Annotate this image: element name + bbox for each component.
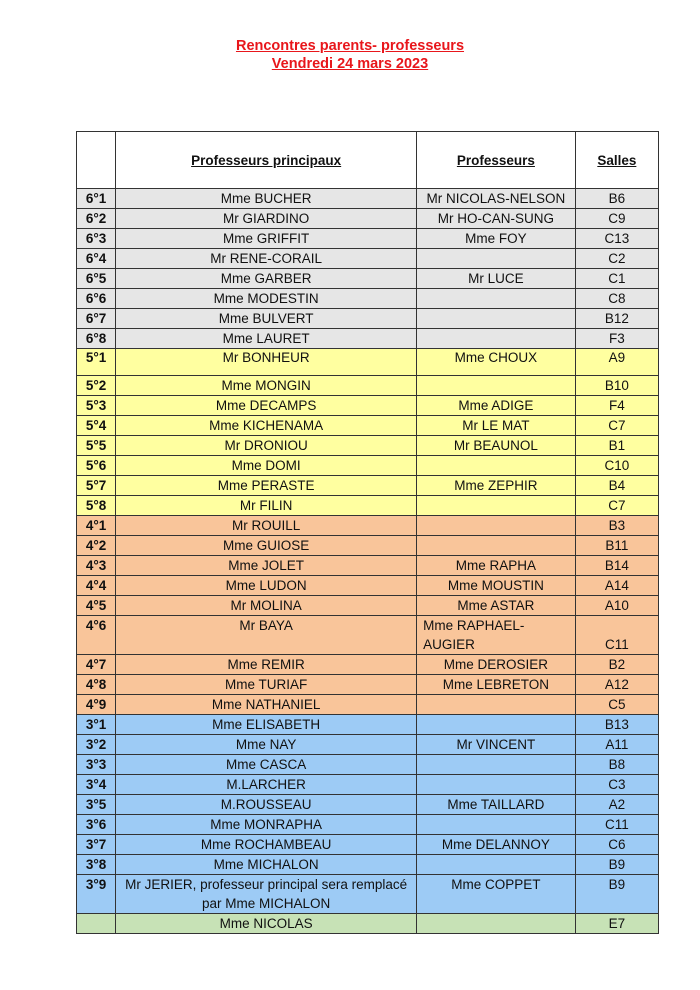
professeur-cell	[417, 496, 576, 516]
salle-cell: B3	[575, 516, 658, 536]
class-cell: 4°8	[77, 675, 116, 695]
principal-cell: Mme PERASTE	[116, 476, 417, 496]
table-row	[77, 675, 659, 695]
salle-cell: A10	[575, 596, 658, 616]
principal-cell: Mme NATHANIEL	[116, 695, 417, 715]
professeur-cell	[417, 775, 576, 795]
professeur-cell: Mr HO-CAN-SUNG	[417, 209, 576, 229]
table-row	[77, 775, 659, 795]
professeur-cell: Mr NICOLAS-NELSON	[417, 189, 576, 209]
professeur-cell: Mme MOUSTIN	[417, 576, 576, 596]
class-cell: 4°5	[77, 596, 116, 616]
salle-cell: B1	[575, 436, 658, 456]
class-cell: 3°3	[77, 755, 116, 775]
salle-cell: B12	[575, 309, 658, 329]
class-cell: 5°1	[77, 349, 116, 376]
table-row	[77, 209, 659, 229]
professeur-cell	[417, 715, 576, 735]
principal-cell: Mr ROUILL	[116, 516, 417, 536]
professeur-cell: Mme LEBRETON	[417, 675, 576, 695]
salle-cell: C7	[575, 496, 658, 516]
professeur-cell: Mme DEROSIER	[417, 655, 576, 675]
principal-cell: Mme DOMI	[116, 456, 417, 476]
class-cell: 3°9	[77, 875, 116, 914]
class-cell: 6°6	[77, 289, 116, 309]
principal-cell: Mme CASCA	[116, 755, 417, 775]
principal-cell: Mme NAY	[116, 735, 417, 755]
schedule-table	[76, 131, 659, 934]
salle-cell: F3	[575, 329, 658, 349]
salle-cell: C3	[575, 775, 658, 795]
principal-cell: M.ROUSSEAU	[116, 795, 417, 815]
class-cell: 3°7	[77, 835, 116, 855]
professeur-cell: Mme DELANNOY	[417, 835, 576, 855]
professeur-cell	[417, 289, 576, 309]
header-salles: Salles	[575, 132, 658, 189]
class-cell: 4°1	[77, 516, 116, 536]
class-cell: 3°6	[77, 815, 116, 835]
principal-cell: Mr BAYA	[116, 616, 417, 655]
salle-cell: C7	[575, 416, 658, 436]
salle-cell: B9	[575, 855, 658, 875]
professeur-cell	[417, 329, 576, 349]
professeur-cell	[417, 309, 576, 329]
principal-cell: Mme LUDON	[116, 576, 417, 596]
table-row	[77, 655, 659, 675]
professeur-cell	[417, 536, 576, 556]
salle-cell: B14	[575, 556, 658, 576]
principal-cell: Mme MONRAPHA	[116, 815, 417, 835]
class-cell: 6°2	[77, 209, 116, 229]
class-cell: 6°3	[77, 229, 116, 249]
professeur-cell	[417, 249, 576, 269]
principal-cell: Mme LAURET	[116, 329, 417, 349]
salle-cell: A2	[575, 795, 658, 815]
salle-cell: C13	[575, 229, 658, 249]
salle-cell: C5	[575, 695, 658, 715]
salle-cell: C2	[575, 249, 658, 269]
class-cell: 6°8	[77, 329, 116, 349]
class-cell: 4°2	[77, 536, 116, 556]
principal-cell: Mme GARBER	[116, 269, 417, 289]
professeur-cell: Mme FOY	[417, 229, 576, 249]
class-cell: 6°1	[77, 189, 116, 209]
class-cell: 3°5	[77, 795, 116, 815]
professeur-cell: Mme CHOUX	[417, 349, 576, 376]
salle-cell: A12	[575, 675, 658, 695]
professeur-cell: Mme ZEPHIR	[417, 476, 576, 496]
table-row	[77, 229, 659, 249]
table-row	[77, 556, 659, 576]
table-row	[77, 815, 659, 835]
professeur-cell	[417, 376, 576, 396]
class-cell: 5°5	[77, 436, 116, 456]
salle-cell: C8	[575, 289, 658, 309]
professeur-cell	[417, 695, 576, 715]
class-cell: 5°8	[77, 496, 116, 516]
table-row	[77, 755, 659, 775]
salle-cell: C10	[575, 456, 658, 476]
class-cell	[77, 914, 116, 934]
principal-cell: Mme MODESTIN	[116, 289, 417, 309]
class-cell: 6°5	[77, 269, 116, 289]
salle-cell: F4	[575, 396, 658, 416]
professeur-cell: Mr LE MAT	[417, 416, 576, 436]
principal-cell: Mme KICHENAMA	[116, 416, 417, 436]
table-header-row	[77, 132, 659, 189]
salle-cell: A14	[575, 576, 658, 596]
table-body	[77, 189, 659, 934]
table-row	[77, 875, 659, 914]
professeur-cell: Mme ASTAR	[417, 596, 576, 616]
principal-cell: Mr BONHEUR	[116, 349, 417, 376]
salle-cell: B2	[575, 655, 658, 675]
table-row	[77, 289, 659, 309]
professeur-cell: Mr VINCENT	[417, 735, 576, 755]
salle-cell: C11	[575, 616, 658, 655]
table-row	[77, 309, 659, 329]
professeur-cell: Mme TAILLARD	[417, 795, 576, 815]
table-row	[77, 516, 659, 536]
professeur-cell	[417, 755, 576, 775]
table-row	[77, 329, 659, 349]
salle-cell: B11	[575, 536, 658, 556]
table-row	[77, 536, 659, 556]
principal-cell: Mme BUCHER	[116, 189, 417, 209]
table-row	[77, 576, 659, 596]
table-row	[77, 855, 659, 875]
principal-cell: Mme BULVERT	[116, 309, 417, 329]
table-row	[77, 715, 659, 735]
table-row	[77, 795, 659, 815]
principal-cell: Mme MONGIN	[116, 376, 417, 396]
class-cell: 4°4	[77, 576, 116, 596]
document-date: Vendredi 24 mars 2023	[271, 56, 429, 72]
table-row	[77, 456, 659, 476]
professeur-cell: Mme RAPHAEL-AUGIER	[417, 616, 576, 655]
principal-cell: Mr RENE-CORAIL	[116, 249, 417, 269]
professeur-cell	[417, 516, 576, 536]
table-row	[77, 249, 659, 269]
principal-cell: M.LARCHER	[116, 775, 417, 795]
professeur-cell	[417, 815, 576, 835]
header-classe	[77, 132, 116, 189]
principal-cell: Mr DRONIOU	[116, 436, 417, 456]
table-row	[77, 914, 659, 934]
header-principaux: Professeurs principaux	[116, 132, 417, 189]
salle-cell: B6	[575, 189, 658, 209]
table-row	[77, 376, 659, 396]
professeur-cell: Mr LUCE	[417, 269, 576, 289]
professeur-cell: Mr BEAUNOL	[417, 436, 576, 456]
salle-cell: C6	[575, 835, 658, 855]
header-professeurs: Professeurs	[417, 132, 576, 189]
principal-cell: Mme DECAMPS	[116, 396, 417, 416]
professeur-cell	[417, 855, 576, 875]
table-row	[77, 596, 659, 616]
class-cell: 4°3	[77, 556, 116, 576]
class-cell: 5°6	[77, 456, 116, 476]
professeur-cell: Mme COPPET	[417, 875, 576, 914]
principal-cell: Mme ROCHAMBEAU	[116, 835, 417, 855]
salle-cell: E7	[575, 914, 658, 934]
principal-cell: Mr FILIN	[116, 496, 417, 516]
table-row	[77, 735, 659, 755]
salle-cell: A9	[575, 349, 658, 376]
class-cell: 4°6	[77, 616, 116, 655]
table-row	[77, 436, 659, 456]
principal-cell: Mme JOLET	[116, 556, 417, 576]
professeur-cell	[417, 456, 576, 476]
salle-cell: B13	[575, 715, 658, 735]
principal-cell: Mme ELISABETH	[116, 715, 417, 735]
table-row	[77, 835, 659, 855]
principal-cell: Mme GUIOSE	[116, 536, 417, 556]
principal-cell: Mme REMIR	[116, 655, 417, 675]
class-cell: 3°2	[77, 735, 116, 755]
salle-cell: B8	[575, 755, 658, 775]
principal-cell: Mr MOLINA	[116, 596, 417, 616]
table-row	[77, 496, 659, 516]
class-cell: 5°2	[77, 376, 116, 396]
salle-cell: C9	[575, 209, 658, 229]
class-cell: 5°4	[77, 416, 116, 436]
professeur-cell	[417, 914, 576, 934]
principal-cell: Mme TURIAF	[116, 675, 417, 695]
class-cell: 4°7	[77, 655, 116, 675]
principal-cell: Mr GIARDINO	[116, 209, 417, 229]
principal-cell: Mr JERIER, professeur principal sera remplacé par Mme MICHALON	[116, 875, 417, 914]
table-row	[77, 269, 659, 289]
table-row	[77, 349, 659, 376]
principal-cell: Mme GRIFFIT	[116, 229, 417, 249]
salle-cell: C11	[575, 815, 658, 835]
salle-cell: A11	[575, 735, 658, 755]
principal-cell: Mme MICHALON	[116, 855, 417, 875]
table-row	[77, 189, 659, 209]
class-cell: 4°9	[77, 695, 116, 715]
salle-cell: B9	[575, 875, 658, 914]
salle-cell: B4	[575, 476, 658, 496]
professeur-cell: Mme ADIGE	[417, 396, 576, 416]
class-cell: 6°7	[77, 309, 116, 329]
table-row	[77, 695, 659, 715]
salle-cell: C1	[575, 269, 658, 289]
professeur-cell: Mme RAPHA	[417, 556, 576, 576]
principal-cell: Mme NICOLAS	[116, 914, 417, 934]
class-cell: 3°8	[77, 855, 116, 875]
table-row	[77, 416, 659, 436]
document-title: Rencontres parents- professeurs	[235, 38, 465, 54]
class-cell: 3°1	[77, 715, 116, 735]
table-row	[77, 396, 659, 416]
class-cell: 5°3	[77, 396, 116, 416]
salle-cell: B10	[575, 376, 658, 396]
class-cell: 5°7	[77, 476, 116, 496]
table-row	[77, 476, 659, 496]
class-cell: 6°4	[77, 249, 116, 269]
class-cell: 3°4	[77, 775, 116, 795]
table-row	[77, 616, 659, 655]
